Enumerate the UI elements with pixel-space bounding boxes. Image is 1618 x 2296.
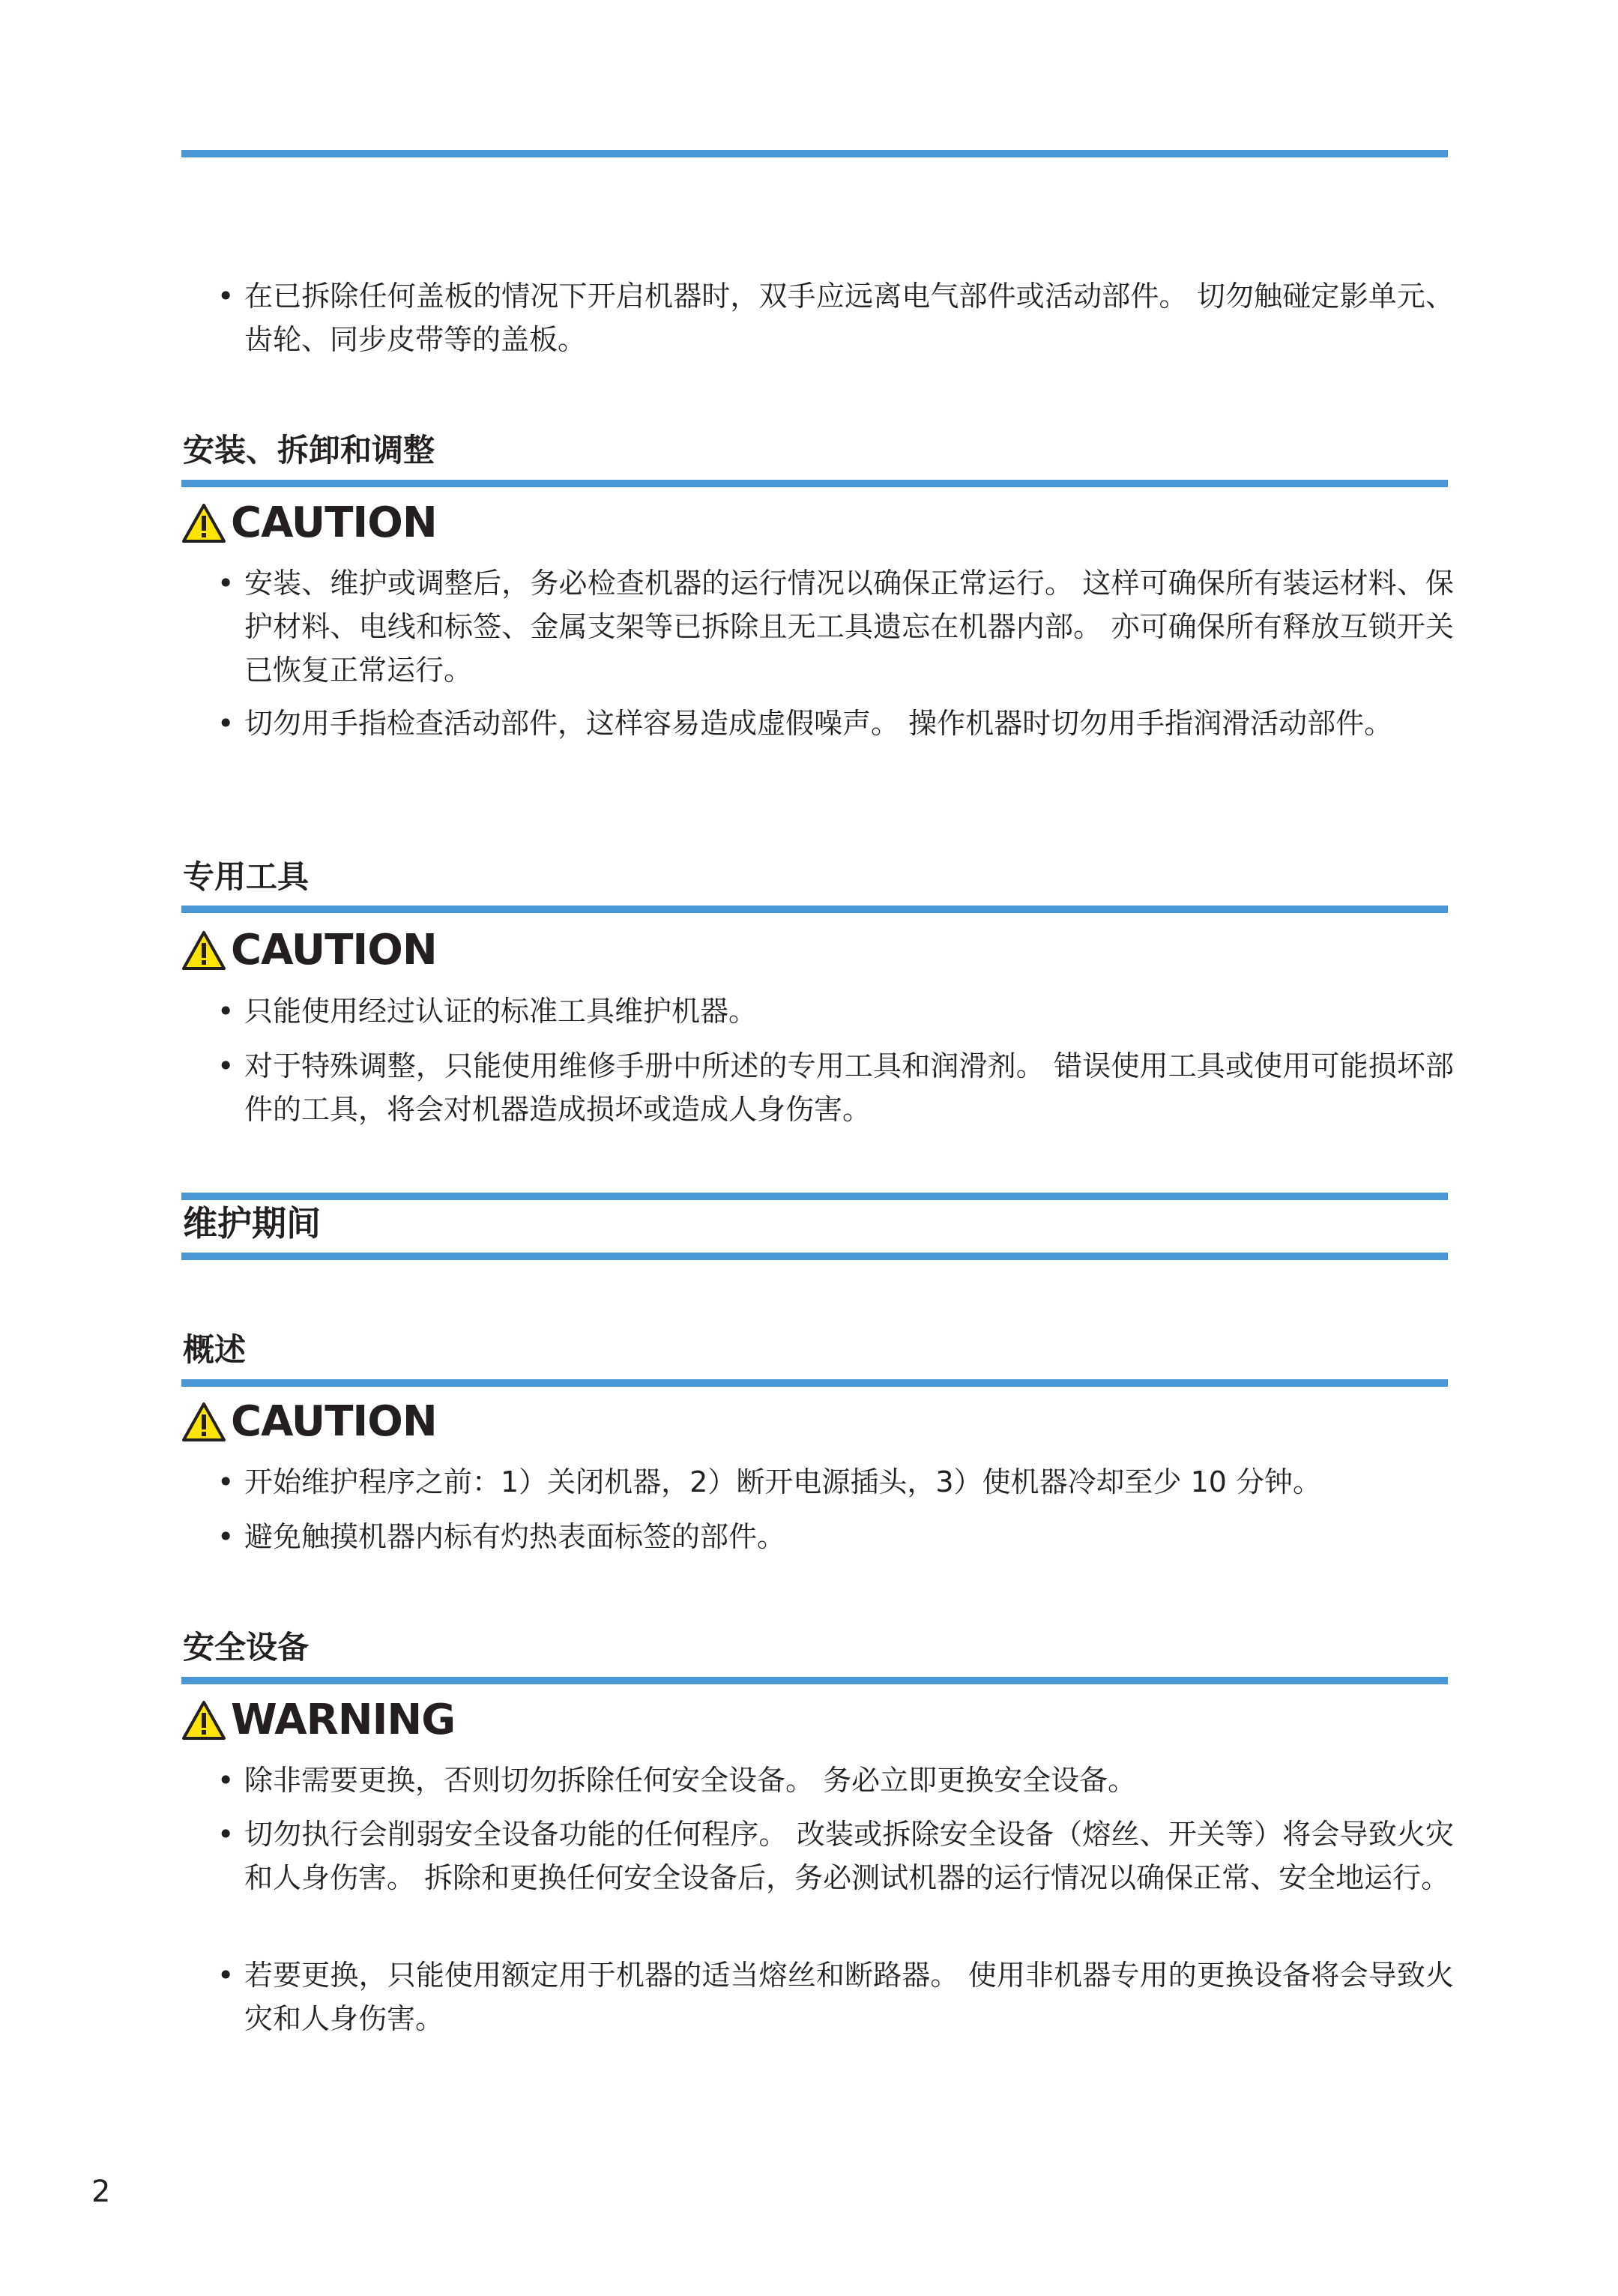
caution-alert xyxy=(181,927,437,974)
item-text: 除非需要更换，否则切勿拆除任何安全设备。 务必立即更换安全设备。 xyxy=(244,1764,1137,1797)
bullet: • xyxy=(217,1465,235,1498)
list-item xyxy=(217,1953,1454,2040)
warning-triangle-icon xyxy=(181,503,226,543)
warning-alert xyxy=(181,1697,455,1744)
bullet: • xyxy=(217,995,235,1028)
bullet: • xyxy=(217,1520,235,1553)
bullet: • xyxy=(217,1818,235,1851)
warning-triangle-icon xyxy=(181,930,226,971)
item-text: 对于特殊调整，只能使用维修手册中所述的专用工具和润滑剂。 错误使用工具或使用可能损坏部件的工具，将会对机器造成损坏或造成人身伤害。 xyxy=(244,1049,1454,1126)
list-item xyxy=(217,989,1454,1033)
bullet: • xyxy=(217,707,235,740)
section-rule xyxy=(181,1193,1448,1200)
list-item xyxy=(217,1813,1454,1899)
bullet: • xyxy=(217,1764,235,1797)
bullet: • xyxy=(217,567,235,600)
list-item xyxy=(217,702,1454,745)
item-text: 切勿用手指检查活动部件，这样容易造成虚假噪声。 操作机器时切勿用手指润滑活动部件。 xyxy=(244,707,1393,740)
item-text: 切勿执行会削弱安全设备功能的任何程序。 改装或拆除安全设备（熔丝、开关等）将会导致火灾和人身伤害。 拆除和更换任何安全设备后，务必测试机器的运行情况以确保正常、安全地运行。 xyxy=(244,1818,1454,1894)
section-rule xyxy=(181,906,1448,913)
caution-alert xyxy=(181,500,437,546)
alert-label: CAUTION xyxy=(231,498,437,547)
header-rule xyxy=(181,150,1448,157)
list-item xyxy=(217,274,1454,361)
caution-alert xyxy=(181,1399,437,1445)
alert-label: CAUTION xyxy=(231,1397,437,1446)
list-item xyxy=(217,1460,1454,1504)
list-item xyxy=(217,1044,1454,1131)
section-heading-tools: 专用工具 xyxy=(183,858,310,895)
item-text: 安装、维护或调整后，务必检查机器的运行情况以确保正常运行。 这样可确保所有装运材料、保护材料、电线和标签、金属支架等已拆除且无工具遗忘在机器内部。 亦可确保所有释放互锁开关已恢复正常运行。 xyxy=(244,567,1454,687)
warning-triangle-icon xyxy=(181,1700,226,1741)
item-text: 只能使用经过认证的标准工具维护机器。 xyxy=(244,995,758,1028)
item-text: 若要更换，只能使用额定用于机器的适当熔丝和断路器。 使用非机器专用的更换设备将会导致火灾和人身伤害。 xyxy=(244,1959,1454,2035)
item-text: 在已拆除任何盖板的情况下开启机器时，双手应远离电气部件或活动部件。 切勿触碰定影单元、齿轮、同步皮带等的盖板。 xyxy=(244,280,1454,356)
section-heading-maintenance: 维护期间 xyxy=(183,1203,321,1244)
list-item xyxy=(217,1515,1454,1558)
section-rule xyxy=(181,480,1448,487)
section-rule xyxy=(181,1253,1448,1260)
section-rule xyxy=(181,1379,1448,1387)
section-rule xyxy=(181,1677,1448,1684)
alert-label: CAUTION xyxy=(231,926,437,974)
list-item xyxy=(217,561,1454,692)
item-text: 避免触摸机器内标有灼热表面标签的部件。 xyxy=(244,1520,786,1553)
section-heading-install: 安装、拆卸和调整 xyxy=(183,432,435,468)
alert-label: WARNING xyxy=(231,1696,456,1744)
bullet: • xyxy=(217,280,235,313)
section-heading-overview: 概述 xyxy=(183,1331,247,1368)
bullet: • xyxy=(217,1049,235,1082)
page-number: 2 xyxy=(91,2175,111,2209)
section-heading-safety: 安全设备 xyxy=(183,1629,310,1666)
item-text: 开始维护程序之前：1）关闭机器，2）断开电源插头，3）使机器冷却至少 10 分钟。 xyxy=(244,1465,1322,1498)
bullet: • xyxy=(217,1959,235,1992)
warning-triangle-icon xyxy=(181,1402,226,1442)
list-item xyxy=(217,1759,1454,1802)
